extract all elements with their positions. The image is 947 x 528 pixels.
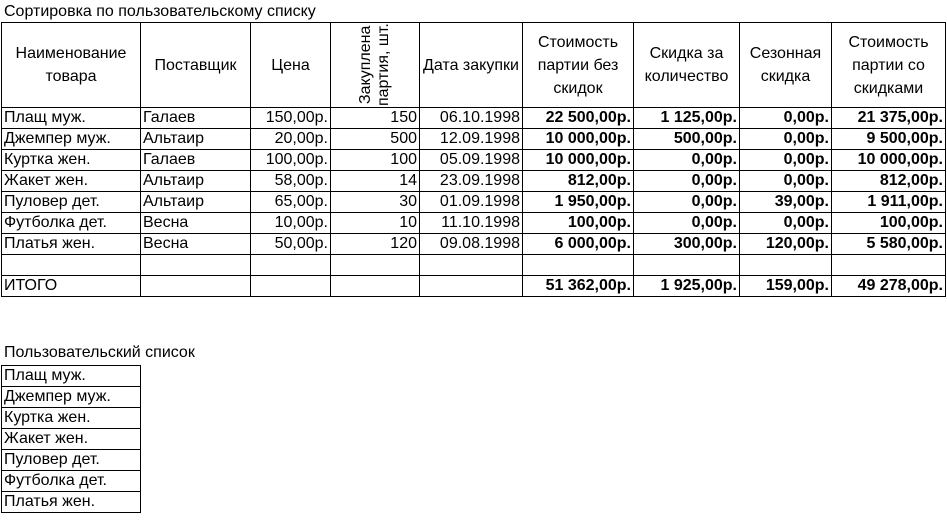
empty-cell[interactable] xyxy=(740,255,832,276)
cell-supplier[interactable]: Галаев xyxy=(141,108,251,129)
empty-cell[interactable] xyxy=(634,255,740,276)
table-row xyxy=(2,192,946,213)
cell-season-discount[interactable]: 0,00р. xyxy=(740,171,832,192)
header-price[interactable]: Цена xyxy=(251,23,331,108)
header-supplier[interactable]: Поставщик xyxy=(141,23,251,108)
cell-cost[interactable]: 1 950,00р. xyxy=(523,192,634,213)
total-cost[interactable]: 51 362,00р. xyxy=(523,276,634,297)
cell-final-cost[interactable]: 812,00р. xyxy=(832,171,946,192)
cell-price[interactable]: 100,00р. xyxy=(251,150,331,171)
cell-qty-discount[interactable]: 1 125,00р. xyxy=(634,108,740,129)
cell-season-discount[interactable]: 0,00р. xyxy=(740,150,832,171)
totals-label[interactable]: ИТОГО xyxy=(2,276,141,297)
list-cell[interactable]: Платья жен. xyxy=(2,492,141,513)
cell-name[interactable]: Плащ муж. xyxy=(2,108,141,129)
cell-season-discount[interactable]: 0,00р. xyxy=(740,108,832,129)
cell-qty-discount[interactable]: 0,00р. xyxy=(634,171,740,192)
empty-cell[interactable] xyxy=(2,255,141,276)
header-row xyxy=(2,23,946,108)
cell-cost[interactable]: 100,00р. xyxy=(523,213,634,234)
header-final-cost[interactable]: Стоимость партии со скидками xyxy=(832,23,946,108)
cell-qty-discount[interactable]: 0,00р. xyxy=(634,192,740,213)
cell-qty[interactable]: 120 xyxy=(331,234,420,255)
cell-cost[interactable]: 22 500,00р. xyxy=(523,108,634,129)
cell-final-cost[interactable]: 5 580,00р. xyxy=(832,234,946,255)
cell-date[interactable]: 11.10.1998 xyxy=(420,213,523,234)
header-qty-label: Закуплена партия, шт. xyxy=(357,23,392,107)
cell-final-cost[interactable]: 9 500,00р. xyxy=(832,129,946,150)
cell-season-discount[interactable]: 0,00р. xyxy=(740,213,832,234)
empty-cell[interactable] xyxy=(420,276,523,297)
list-cell[interactable]: Жакет жен. xyxy=(2,429,141,450)
custom-list-table xyxy=(1,365,141,513)
cell-final-cost[interactable]: 10 000,00р. xyxy=(832,150,946,171)
header-qty[interactable] xyxy=(331,23,420,108)
cell-price[interactable]: 65,00р. xyxy=(251,192,331,213)
cell-supplier[interactable]: Альтаир xyxy=(141,192,251,213)
table-row xyxy=(2,129,946,150)
table-row xyxy=(2,108,946,129)
cell-final-cost[interactable]: 21 375,00р. xyxy=(832,108,946,129)
empty-cell[interactable] xyxy=(141,276,251,297)
cell-qty-discount[interactable]: 0,00р. xyxy=(634,150,740,171)
table-row xyxy=(2,213,946,234)
cell-season-discount[interactable]: 120,00р. xyxy=(740,234,832,255)
total-season-discount[interactable]: 159,00р. xyxy=(740,276,832,297)
cell-price[interactable]: 20,00р. xyxy=(251,129,331,150)
cell-name[interactable]: Футболка дет. xyxy=(2,213,141,234)
cell-price[interactable]: 58,00р. xyxy=(251,171,331,192)
cell-date[interactable]: 09.08.1998 xyxy=(420,234,523,255)
sheet-title: Сортировка по пользовательскому списку xyxy=(4,3,316,20)
cell-qty[interactable]: 150 xyxy=(331,108,420,129)
cell-cost[interactable]: 10 000,00р. xyxy=(523,150,634,171)
cell-price[interactable]: 50,00р. xyxy=(251,234,331,255)
empty-cell[interactable] xyxy=(832,255,946,276)
empty-row xyxy=(2,255,946,276)
table-row xyxy=(2,171,946,192)
cell-name[interactable]: Жакет жен. xyxy=(2,171,141,192)
empty-cell[interactable] xyxy=(331,255,420,276)
cell-qty[interactable]: 10 xyxy=(331,213,420,234)
table-row xyxy=(2,150,946,171)
custom-list-title: Пользовательский список xyxy=(4,344,195,361)
header-cost[interactable]: Стоимость партии без скидок xyxy=(523,23,634,108)
cell-date[interactable]: 05.09.1998 xyxy=(420,150,523,171)
cell-cost[interactable]: 10 000,00р. xyxy=(523,129,634,150)
cell-date[interactable]: 06.10.1998 xyxy=(420,108,523,129)
cell-qty[interactable]: 14 xyxy=(331,171,420,192)
cell-name[interactable]: Пуловер дет. xyxy=(2,192,141,213)
empty-cell[interactable] xyxy=(523,255,634,276)
list-item xyxy=(2,408,141,429)
cell-season-discount[interactable]: 0,00р. xyxy=(740,129,832,150)
list-cell[interactable]: Футболка дет. xyxy=(2,471,141,492)
list-item xyxy=(2,450,141,471)
list-item xyxy=(2,471,141,492)
totals-row xyxy=(2,276,946,297)
cell-supplier[interactable]: Галаев xyxy=(141,150,251,171)
cell-supplier[interactable]: Альтаир xyxy=(141,171,251,192)
cell-cost[interactable]: 6 000,00р. xyxy=(523,234,634,255)
cell-price[interactable]: 10,00р. xyxy=(251,213,331,234)
empty-cell[interactable] xyxy=(420,255,523,276)
list-item xyxy=(2,387,141,408)
cell-qty[interactable]: 500 xyxy=(331,129,420,150)
cell-name[interactable]: Джемпер муж. xyxy=(2,129,141,150)
cell-qty[interactable]: 100 xyxy=(331,150,420,171)
list-cell[interactable]: Куртка жен. xyxy=(2,408,141,429)
cell-date[interactable]: 23.09.1998 xyxy=(420,171,523,192)
cell-supplier[interactable]: Альтаир xyxy=(141,129,251,150)
list-cell[interactable]: Плащ муж. xyxy=(2,366,141,387)
header-name[interactable]: Наименование товара xyxy=(2,23,141,108)
header-date[interactable]: Дата закупки xyxy=(420,23,523,108)
empty-cell[interactable] xyxy=(251,255,331,276)
list-cell[interactable]: Пуловер дет. xyxy=(2,450,141,471)
list-cell[interactable]: Джемпер муж. xyxy=(2,387,141,408)
cell-supplier[interactable]: Весна xyxy=(141,213,251,234)
cell-supplier[interactable]: Весна xyxy=(141,234,251,255)
cell-name[interactable]: Платья жен. xyxy=(2,234,141,255)
empty-cell[interactable] xyxy=(251,276,331,297)
cell-cost[interactable]: 812,00р. xyxy=(523,171,634,192)
total-final-cost[interactable]: 49 278,00р. xyxy=(832,276,946,297)
total-qty-discount[interactable]: 1 925,00р. xyxy=(634,276,740,297)
table-row xyxy=(2,234,946,255)
list-item xyxy=(2,366,141,387)
cell-season-discount[interactable]: 39,00р. xyxy=(740,192,832,213)
purchases-table xyxy=(1,22,946,297)
list-item xyxy=(2,492,141,513)
cell-qty-discount[interactable]: 500,00р. xyxy=(634,129,740,150)
empty-cell[interactable] xyxy=(331,276,420,297)
cell-final-cost[interactable]: 1 911,00р. xyxy=(832,192,946,213)
header-season-discount[interactable]: Сезонная скидка xyxy=(740,23,832,108)
cell-final-cost[interactable]: 100,00р. xyxy=(832,213,946,234)
cell-name[interactable]: Куртка жен. xyxy=(2,150,141,171)
cell-qty-discount[interactable]: 0,00р. xyxy=(634,213,740,234)
cell-date[interactable]: 01.09.1998 xyxy=(420,192,523,213)
cell-qty[interactable]: 30 xyxy=(331,192,420,213)
cell-qty-discount[interactable]: 300,00р. xyxy=(634,234,740,255)
cell-date[interactable]: 12.09.1998 xyxy=(420,129,523,150)
list-item xyxy=(2,429,141,450)
empty-cell[interactable] xyxy=(141,255,251,276)
cell-price[interactable]: 150,00р. xyxy=(251,108,331,129)
header-qty-discount[interactable]: Скидка за количество xyxy=(634,23,740,108)
